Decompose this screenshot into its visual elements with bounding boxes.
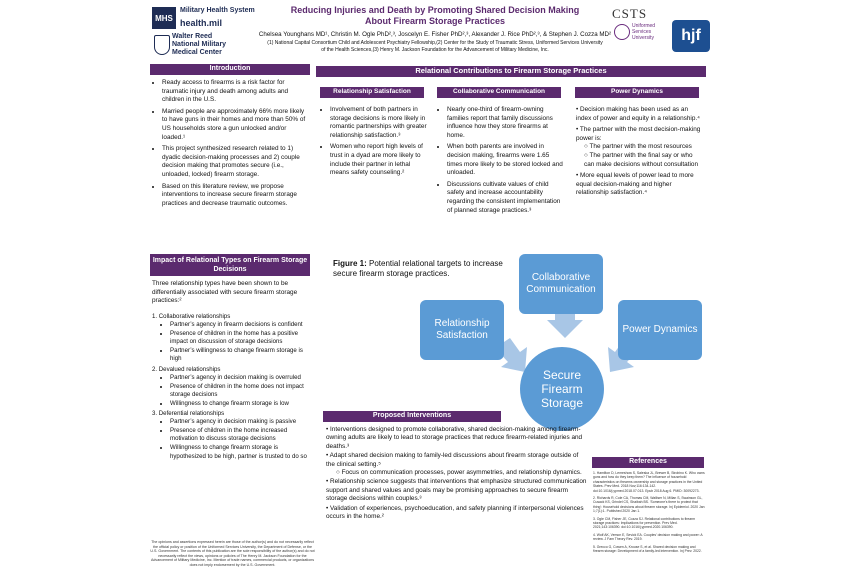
communication-bullet: • When both parents are involved in decision making, firearms were 1.65 times more likely to be stored locked and unloaded. — [447, 143, 565, 177]
intro-bullet: • Ready access to firearms is a risk factor for traumatic injury and death among adults and children in the U.S. — [162, 79, 310, 105]
power-sub: ○ The partner with the most resources — [584, 143, 692, 151]
mhs-badge: MHS — [152, 7, 176, 29]
group-item: • Presence of children in the home has a positive impact on discussion of storage decisions — [170, 330, 314, 346]
hjf-text: hjf — [681, 27, 701, 44]
reference-item: 3. Ogle CM, Fisher JE, Cozza SJ. Relational contributions to firearm storage practices: Implications for prevention. Prev Med. 2021;143:106390. doi:10.1016/j.ypmed.2020.106390. — [593, 516, 696, 530]
node-collaborative-communication: Collaborative Communication — [519, 254, 603, 314]
communication-bullet: • Nearly one-third of firearm-owning families report that family discussions influence how they store firearms at home. — [447, 106, 565, 140]
reference-item: 2. Richards R, Cole CA, Thomas CM, Walliser N, Millan S, Swainson GL, Cusack KS, Grindel CS, Shaibah BS. 'Someone's there to protect that thing': Household decisions about firearm storage. Inj Epidemiol. 2020 Jan 1;7(1):1. Published 2020 Jan 1. — [593, 496, 705, 514]
group-item: • Willingness to change firearm storage is low — [170, 400, 314, 408]
group-item: • Partner’s agency in decision making is passive — [170, 418, 314, 426]
node-secure-firearm-storage: Secure Firearm Storage — [520, 347, 604, 431]
power-sub-text: The partner with the final say or who can make decisions without consultation — [584, 151, 699, 168]
mhs-line2: health.mil — [180, 18, 223, 28]
satisfaction-list — [318, 106, 430, 178]
group-items — [152, 374, 314, 408]
reference-item: 1. Hamilton D, Lemeshow S, Saleska JL, Brewer B, Strobino K. Who owns guns and how do they keep them? The influence of household characteristics on firearms ownership and storage practices in the United States. Prev Med. 2018 Nov;116:134-142. doi:10.1016/j.ypmed.2018.07.013. Epub 2018 Aug 6. PMID: 30092273. — [593, 471, 705, 493]
csts-text: CSTS — [612, 6, 648, 21]
intervention-text: Validation of experiences, psychoeducation, and safety planning if interpersonal violences occurs in the home.² — [326, 504, 584, 521]
impact-intro: Three relationship types have been shown to be differentially associated with secure firearm storage practices:² — [152, 280, 298, 305]
reference-item: 5. Grecco G, Cowen A, Krouse S, et al. Shared decision making and firearm storage: Development of a family-led intervention. Inj Prev. 2022. — [593, 544, 702, 554]
affil-line1: (1) National Capital Consortium Child and Adolescent Psychiatry Fellowship,(2) Center for the Study of Traumatic Stress, Uniformed Services University — [267, 40, 603, 46]
mhs-line1: Military Health System — [180, 7, 255, 14]
communication-list — [435, 106, 565, 215]
group-item: • Willingness to change firearm storage is hypothesized to be high, partner is trusted to do so — [170, 444, 314, 460]
intervention-text: Relationship science suggests that interventions that emphasize structured communication support and shared values and goals may be promising approaches to secure firearm storage decisions within couples.³ — [326, 478, 587, 503]
intervention-sub-text: Focus on communication processes, power asymmetries, and relationship dynamics. — [341, 469, 582, 477]
intervention-bullet: • Interventions designed to promote collaborative, shared decision-making among firearm-owning adults are likely to lead to storage practices that reduce firearm-related injuries and deaths.³ — [326, 426, 583, 450]
poster-title — [270, 5, 600, 27]
impact-groups — [152, 313, 314, 462]
power-bullet-text: More equal levels of power lead to more equal decision-making and higher relationship satisfaction.⁴ — [576, 172, 694, 197]
shield-icon — [154, 35, 170, 55]
usu-seal-icon — [614, 24, 630, 40]
csts-logo — [612, 6, 667, 46]
group-label: 1. Collaborative relationships — [152, 313, 231, 320]
intro-list — [150, 79, 310, 208]
mhs-logo — [152, 5, 272, 31]
references-list — [593, 471, 705, 557]
power-header: Power Dynamics — [575, 87, 699, 98]
node-power-dynamics: Power Dynamics — [618, 300, 702, 360]
references-header: References — [592, 457, 704, 468]
csts-sub3: University — [632, 35, 654, 41]
communication-bullet: • Discussions cultivate values of child safety and increase accountability regarding the consistent implementation of planned storage practices.³ — [447, 181, 565, 215]
power-bullet-text: The partner with the most decision-making power is: — [576, 126, 701, 142]
figure-caption-bold: Figure 1: — [333, 259, 367, 268]
intro-bullet: • Married people are approximately 66% more likely to have guns in their homes and more than 50% of US households store a gun unlocked and/or loaded.¹ — [162, 108, 310, 142]
intro-body — [150, 79, 310, 211]
intervention-text: Interventions designed to promote collaborative, shared decision-making among firearm-owning adults are likely to lead to storage practices that reduce firearm-related injuries and deaths.³ — [326, 426, 583, 450]
group-collaborative — [152, 313, 314, 364]
intervention-sub: ○ Focus on communication processes, power asymmetries, and relationship dynamics. — [336, 469, 582, 477]
title-line1: Reducing Injuries and Death by Promoting Shared Decision Making — [290, 5, 580, 15]
group-deferential — [152, 410, 314, 461]
group-label: 2. Devalued relationships — [152, 365, 221, 373]
intro-bullet: • Based on this literature review, we propose interventions to increase secure firearm storage practices and decrease traumatic outcomes. — [162, 183, 310, 209]
satisfaction-bullet: • Women who report high levels of trust in a dyad are more likely to include their partner in lethal means safety counseling.² — [330, 143, 430, 177]
intro-bullet: • This project synthesized research related to 1) dyadic decision-making processes and 2) couple decision making that promotes secure (i.e., unloaded, locked) firearm storage. — [162, 145, 310, 179]
affiliations — [240, 40, 630, 53]
impact-header: Impact of Relational Types on Firearm Storage Decisions — [150, 254, 310, 276]
power-body — [576, 106, 704, 198]
communication-header: Collaborative Communication — [437, 87, 561, 98]
power-bullet: • Decision making has been used as an index of power and equity in a relationship.⁴ — [576, 106, 700, 122]
satisfaction-header: Relationship Satisfaction — [320, 87, 424, 98]
power-bullet: • More equal levels of power lead to more equal decision-making and higher relationship satisfaction.⁴ — [576, 172, 694, 197]
intervention-text: Adapt shared decision making to family-led discussions about firearm storage outside of the clinical setting.⁵ — [326, 452, 579, 468]
relational-header: Relational Contributions to Firearm Storage Practices — [316, 66, 706, 77]
group-item: • Partner’s agency in decision making is overruled — [170, 374, 314, 382]
wr-line1: Walter Reed — [172, 33, 213, 40]
power-bullet: • The partner with the most decision-making power is: — [576, 126, 701, 142]
interventions-header: Proposed Interventions — [323, 411, 501, 422]
power-sub: ○ The partner with the final say or who can make decisions without consultation — [584, 151, 699, 168]
disclaimer: The opinions and assertions expressed herein are those of the author(s) and do not necessarily reflect the official policy or position of the Uniformed Services University, the Department of Defense, or the U.S. Government. The contents of this publication are the sole responsibility of the author(s) and do not necessarily reflect the views, opinions or policies of The Henry M. Jackson Foundation for the Advancement of Military Medicine, Inc. Mention of trade names, commercial products, or organizations does not imply endorsement by the U.S. Government. — [150, 540, 315, 567]
satisfaction-bullet: • Involvement of both partners in storage decisions is more likely in romantic partnerships with greater relationship satisfaction.³ — [330, 106, 430, 140]
group-item: • Partner’s willingness to change firearm storage is high — [170, 347, 314, 363]
group-label: 3. Deferential relationships — [152, 410, 225, 418]
node-relationship-satisfaction: Relationship Satisfaction — [420, 300, 504, 360]
group-devalued — [152, 366, 314, 408]
reference-item: 4. Wolf AK, Vemon E, Sevick EA. Couples’ decision making and power: A review. J Fam Theory Rev. 2019. — [593, 532, 703, 542]
power-bullet-text: Decision making has been used as an index of power and equity in a relationship.⁴ — [576, 106, 700, 122]
group-item: • Partner’s agency in firearm decisions is confident — [170, 321, 314, 329]
group-item: • Presence of children in the home does not impact storage decisions — [170, 383, 314, 399]
intervention-bullet: • Relationship science suggests that interventions that emphasize structured communication support and shared values and goals may be promising approaches to secure firearm storage decisions within couples.³ — [326, 478, 587, 503]
wr-line2: National Military — [172, 41, 227, 48]
figure-caption-text: Potential relational targets to increase secure firearm storage practices. — [333, 259, 503, 278]
hjf-logo — [672, 20, 710, 52]
intervention-bullet: • Adapt shared decision making to family-led discussions about firearm storage outside of the clinical setting.⁵ — [326, 452, 579, 468]
group-items — [152, 321, 314, 363]
wr-line3: Medical Center — [172, 49, 222, 56]
group-item: • Presence of children in the home increased motivation to discuss storage decisions — [170, 427, 314, 443]
intro-header: Introduction — [150, 64, 310, 75]
authors: Chelsea Younghans MD¹, Christin M. Ogle PhD²,³, Joscelyn E. Fisher PhD²,³, Alexander J. Rice PhD²,³, & Stephen J. Cozza MD² — [258, 31, 612, 38]
csts-sub2: Services — [632, 29, 652, 35]
title-line2: About Firearm Storage Practices — [364, 16, 506, 26]
communication-body — [435, 106, 565, 218]
affil-line2: of the Health Sciences,(3) Henry M. Jackson Foundation for the Advancement of Military Medicine, Inc. — [321, 46, 549, 53]
power-sub-text: The partner with the most resources — [589, 143, 692, 151]
satisfaction-body — [318, 106, 430, 181]
intervention-bullet: • Validation of experiences, psychoeducation, and safety planning if interpersonal violences occurs in the home.² — [326, 504, 584, 521]
interventions-body — [326, 426, 588, 521]
group-items — [152, 418, 314, 460]
csts-sub1: Uniformed — [632, 23, 656, 29]
